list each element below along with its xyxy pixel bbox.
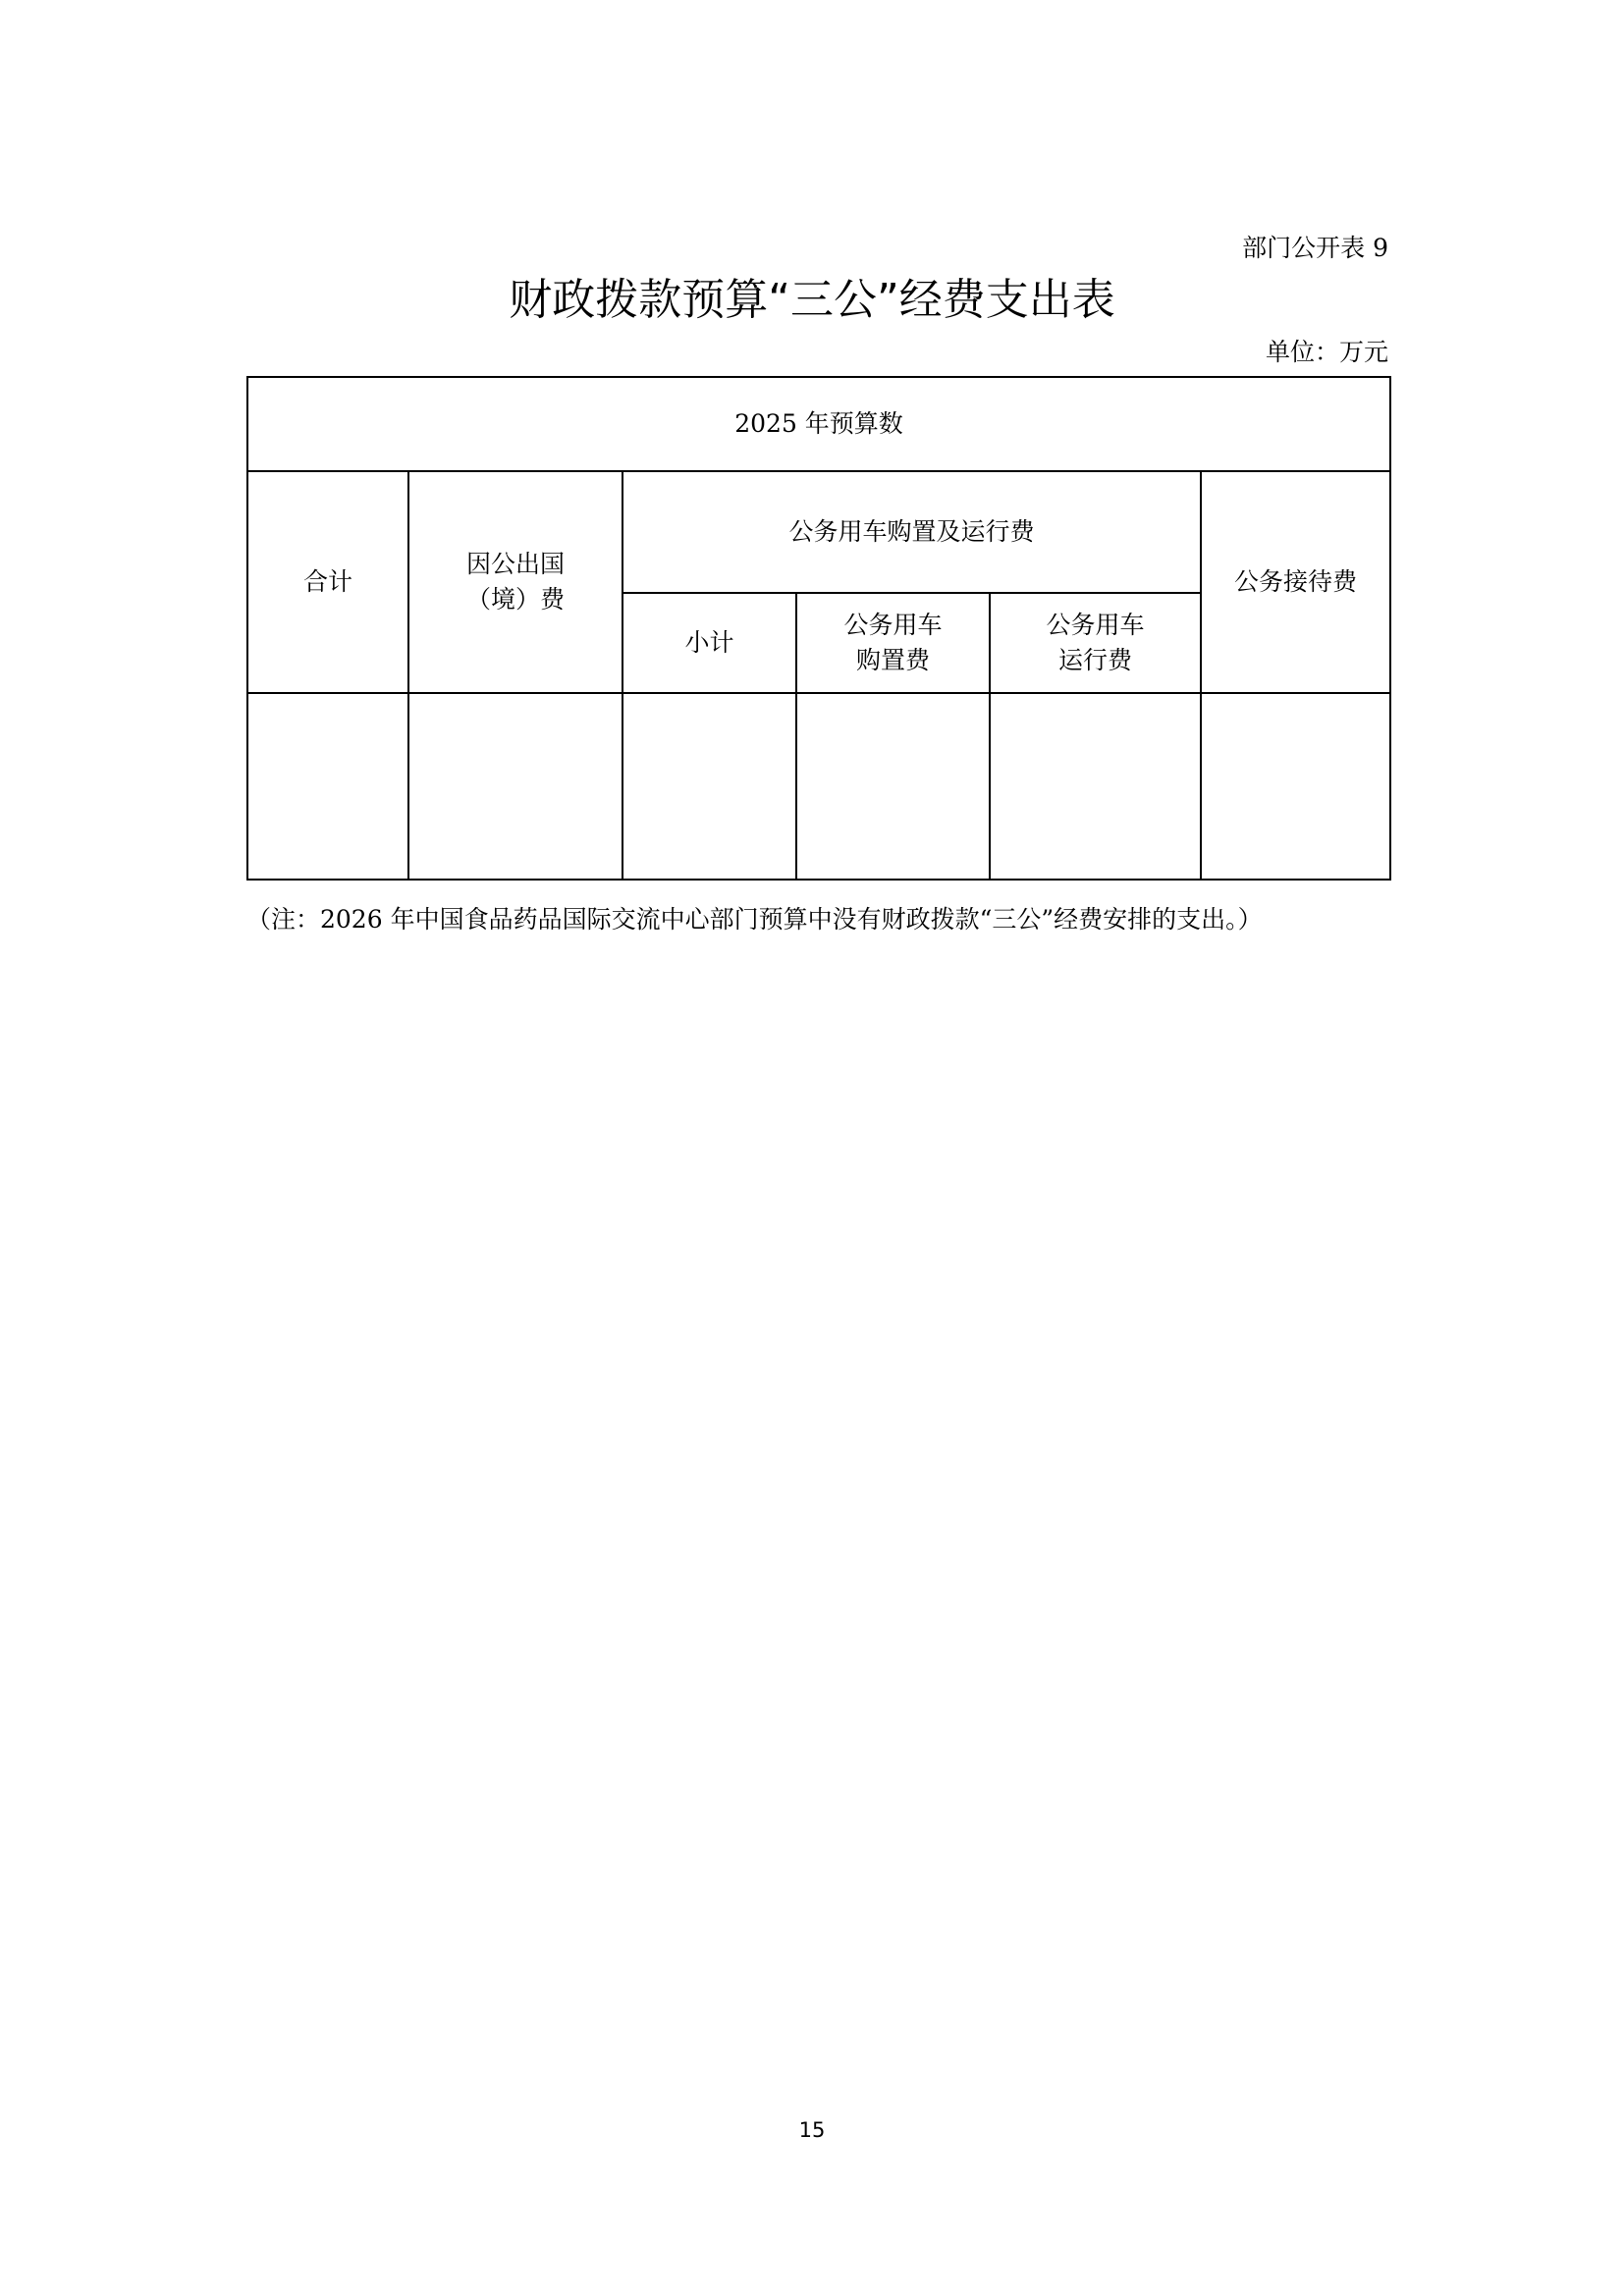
year-header-cell: 2025 年预算数	[247, 377, 1390, 471]
overseas-header-line1: 因公出国	[465, 550, 565, 578]
unit-label: 单位：万元	[1265, 338, 1388, 366]
reception-header: 公务接待费	[1201, 471, 1390, 693]
total-cell	[247, 693, 408, 880]
overseas-cell	[408, 693, 623, 880]
vehicle-subtotal-header: 小计	[623, 593, 796, 693]
overseas-header	[408, 471, 623, 693]
vehicle-purchase-line1: 公务用车	[843, 611, 943, 639]
table-row-year	[247, 377, 1390, 471]
page-title: 财政拨款预算“三公”经费支出表	[509, 275, 1115, 325]
reception-cell	[1201, 693, 1390, 880]
vehicle-subtotal-cell	[623, 693, 796, 880]
page-number: 15	[798, 2118, 826, 2142]
vehicle-operation-line2: 运行费	[1057, 646, 1132, 674]
overseas-header-line2: （境）费	[465, 585, 565, 614]
vehicle-group-header: 公务用车购置及运行费	[623, 471, 1201, 593]
vehicle-operation-line1: 公务用车	[1046, 611, 1145, 639]
table-header-row	[247, 471, 1390, 593]
form-number: 部门公开表 9	[1242, 234, 1388, 262]
total-header: 合计	[247, 471, 408, 693]
vehicle-purchase-cell	[796, 693, 990, 880]
table-row	[247, 693, 1390, 880]
vehicle-operation-header	[990, 593, 1201, 693]
table-note: （注：2026 年中国食品药品国际交流中心部门预算中没有财政拨款“三公”经费安排的支出。）	[246, 905, 1263, 934]
vehicle-purchase-header	[796, 593, 990, 693]
vehicle-operation-cell	[990, 693, 1201, 880]
budget-table	[246, 376, 1391, 881]
vehicle-purchase-line2: 购置费	[855, 646, 930, 674]
